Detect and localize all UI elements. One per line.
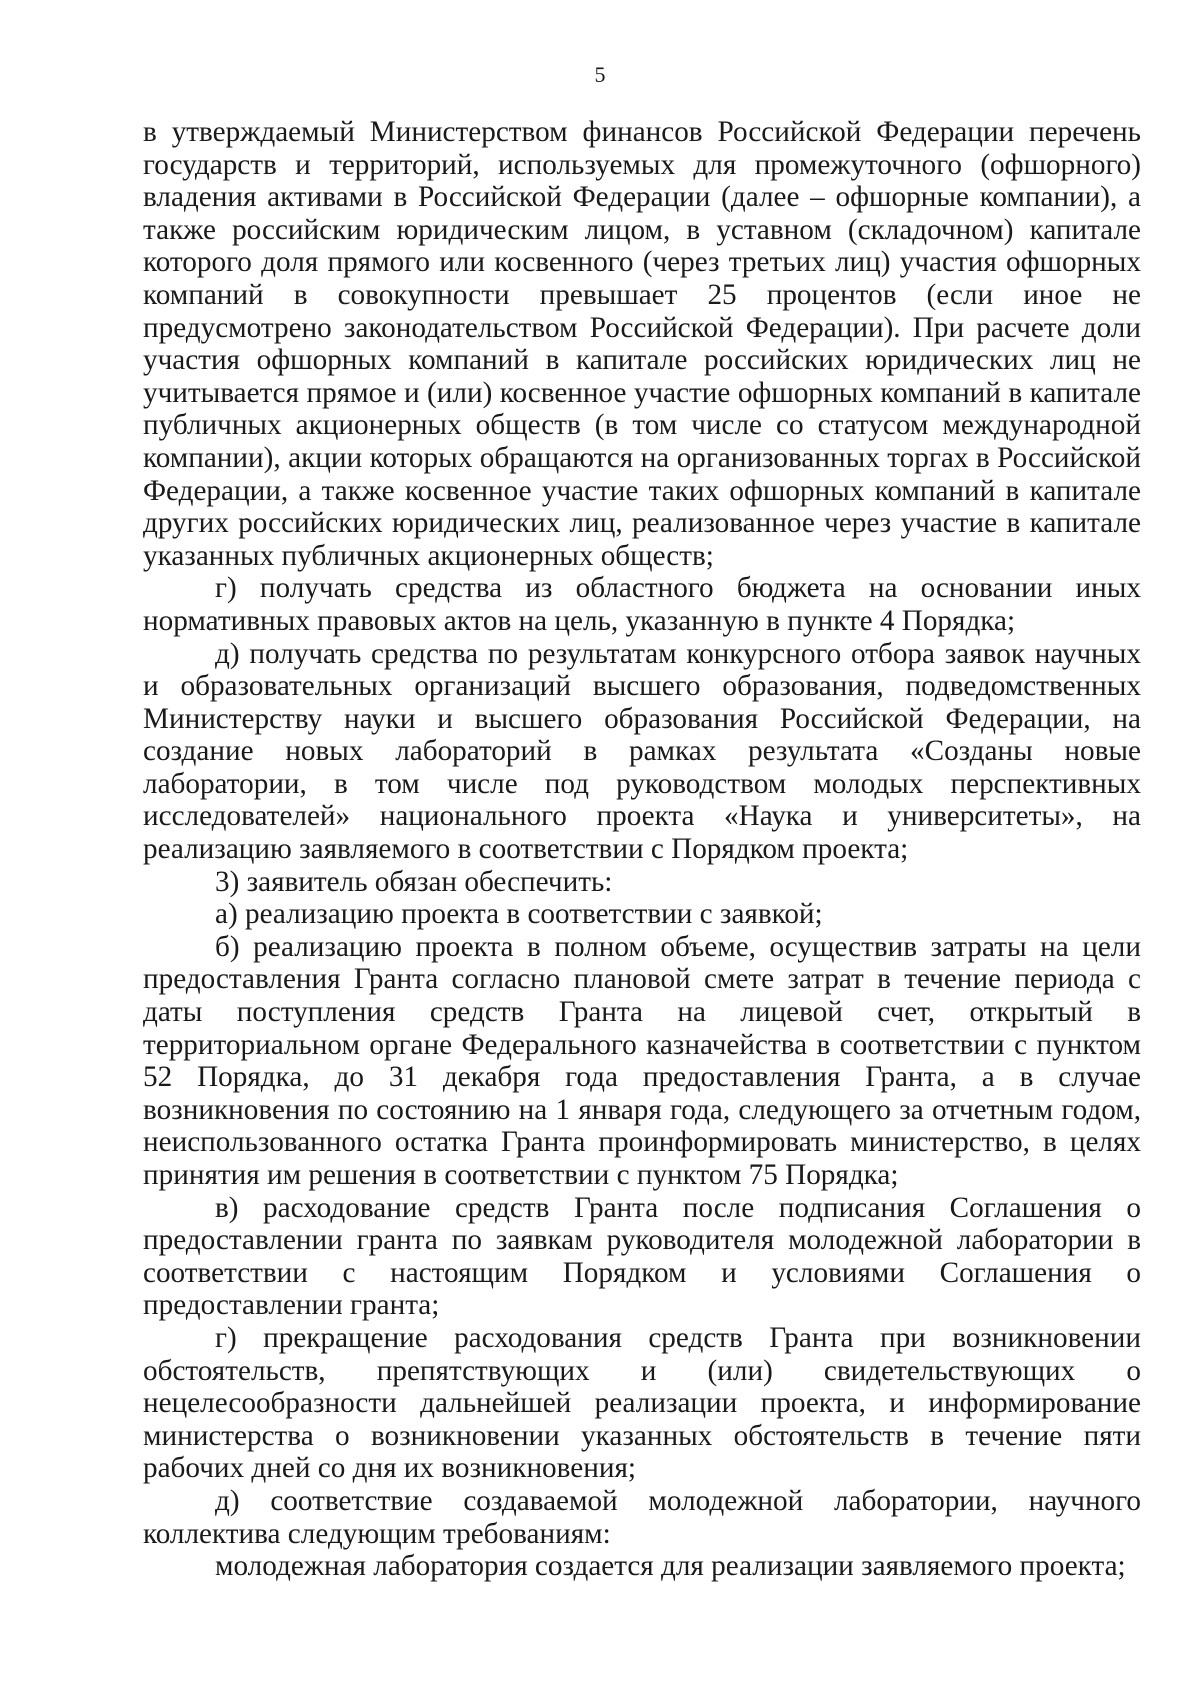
document-body — [143, 116, 1141, 1583]
paragraph-item-a-implementation: а) реализацию проекта в соответствии с заявкой; — [215, 898, 823, 931]
paragraph-youth-lab: молодежная лаборатория создается для реализации заявляемого проекта; — [215, 1550, 1126, 1583]
page-number: 5 — [594, 62, 606, 87]
paragraph-item-d-requirements: д) соответствие создаваемой молодежной лаборатории, научного коллектива следующим требованиям: — [143, 1484, 1141, 1550]
paragraph-applicant-obligations: 3) заявитель обязан обеспечить: — [215, 865, 613, 898]
paragraph-item-d-competition: д) получать средства по результатам конкурсного отбора заявок научных и образовательных организаций высшего образования, подведомственных Министерству науки и высшего образования Российской Федерации, на создание новых лабораторий в рамках результата «Созданы новые лаборатории, в том числе под руководством молодых перспективных исследователей» национального проекта «Наука и университеты», на реализацию заявляемого в соответствии с Порядком проекта; — [143, 637, 1141, 866]
paragraph-item-v-spending: в) расходование средств Гранта после подписания Соглашения о предоставлении гранта по заявкам руководителя молодежной лаборатории в соответствии с настоящим Порядком и условиями Соглашения о предоставлении гранта; — [143, 1191, 1141, 1322]
paragraph-item-g-budget: г) получать средства из областного бюджета на основании иных нормативных правовых актов на цель, указанную в пункте 4 Порядка; — [143, 572, 1141, 637]
paragraph-offshore-continuation: в утверждаемый Министерством финансов Российской Федерации перечень государств и территорий, используемых для промежуточного (офшорного) владения активами в Российской Федерации (далее – офшорные компании), а также российским юридическим лицом, в уставном (складочном) капитале которого доля прямого или косвенного (через третьих лиц) участия офшорных компаний в совокупности превышает 25 процентов (если иное не предусмотрено законодательством Российской Федерации). При расчете доли участия офшорных компаний в капитале российских юридических лиц не учитывается прямое и (или) косвенное участие офшорных компаний в капитале публичных акционерных обществ (в том числе со статусом международной компании), акции которых обращаются на организованных торгах в Российской Федерации, а также косвенное участие таких офшорных компаний в капитале других российских юридических лиц, реализованное через участие в капитале указанных публичных акционерных обществ; — [143, 116, 1141, 572]
paragraph-item-b-full-scope: б) реализацию проекта в полном объеме, осуществив затраты на цели предоставления Гранта согласно плановой смете затрат в течение периода с даты поступления средств Гранта на лицевой счет, открытый в территориальном органе Федерального казначейства в соответствии с пунктом 52 Порядка, до 31 декабря года предоставления Гранта, а в случае возникновения по состоянию на 1 января года, следующего за отчетным годом, неиспользованного остатка Гранта проинформировать министерство, в целях принятия им решения в соответствии с пунктом 75 Порядка; — [143, 930, 1141, 1191]
paragraph-item-g-termination: г) прекращение расходования средств Гранта при возникновении обстоятельств, препятствующих и (или) свидетельствующих о нецелесообразности дальнейшей реализации проекта, и информирование министерства о возникновении указанных обстоятельств в течение пяти рабочих дней со дня их возникновения; — [143, 1321, 1141, 1485]
